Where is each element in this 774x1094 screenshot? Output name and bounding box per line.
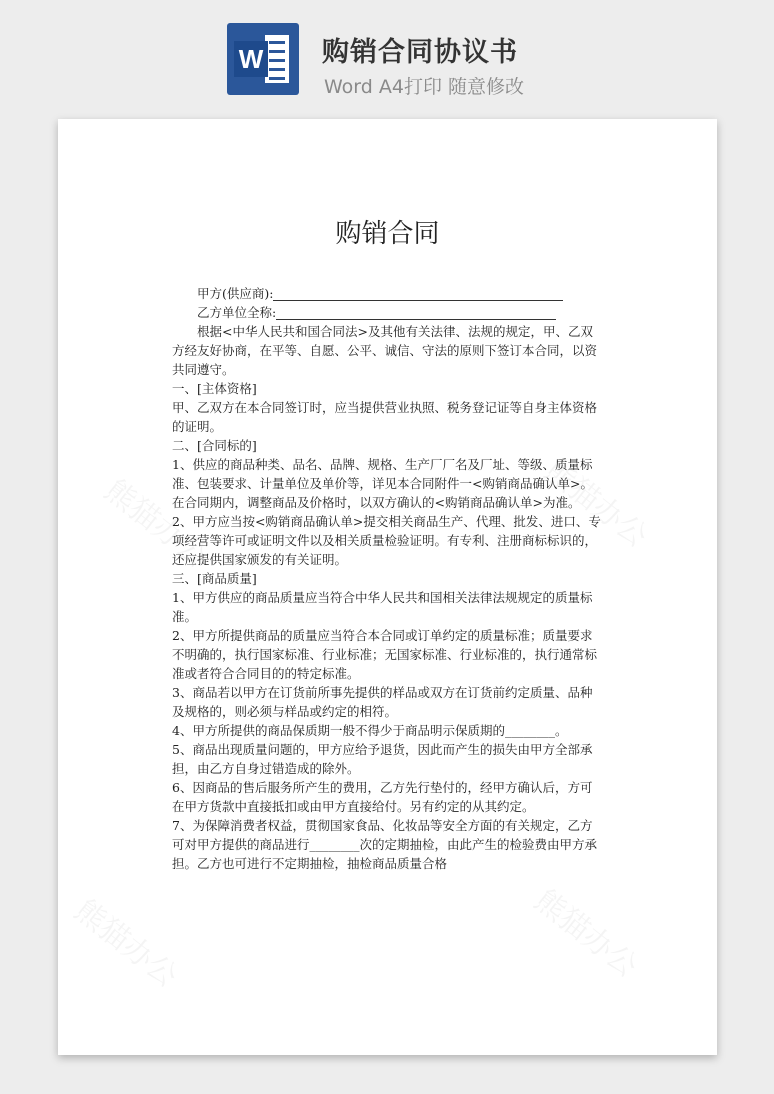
paragraph: 4、甲方所提供的商品保质期一般不得少于商品明示保质期的________。	[172, 723, 568, 738]
paragraph: 5、商品出现质量问题的，甲方应给予退货，因此而产生的损失由甲方全部承担，由乙方自身过错造成的除外。	[172, 742, 593, 776]
paragraph: 2、甲方应当按<购销商品确认单>提交相关商品生产、代理、批发、进口、专项经营等许可或证明文件以及相关质量检验证明。有专利、注册商标标识的，还应提供国家颁发的有关证明。	[172, 514, 601, 567]
word-logo-icon	[227, 23, 299, 95]
section-heading: 二、[合同标的]	[172, 438, 257, 453]
section-heading: 三、[商品质量]	[172, 571, 257, 586]
party-b-line	[172, 303, 602, 322]
document-body	[172, 284, 602, 873]
watermark	[67, 887, 189, 996]
party-b-field[interactable]	[276, 305, 556, 320]
paragraph: 1、供应的商品种类、品名、品牌、规格、生产厂厂名及厂址、等级、质量标准、包装要求、计量单位及单价等，详见本合同附件一<购销商品确认单>。在合同期内，调整商品及价格时，以双方确认的<购销商品确认单>为准。	[172, 457, 593, 510]
watermark	[527, 877, 649, 986]
page-subtitle: Word A4打印 随意修改	[324, 76, 525, 98]
document-page	[58, 119, 717, 1055]
paragraph: 3、商品若以甲方在订货前所事先提供的样品或双方在订货前约定质量、品种及规格的，则必须与样品或约定的相符。	[172, 685, 593, 719]
paragraph: 1、甲方供应的商品质量应当符合中华人民共和国相关法律法规规定的质量标准。	[172, 590, 593, 624]
party-a-label: 甲方(供应商):	[197, 286, 274, 301]
paragraph: 6、因商品的售后服务所产生的费用，乙方先行垫付的，经甲方确认后，方可在甲方货款中直接抵扣或由甲方直接给付。另有约定的从其约定。	[172, 780, 593, 814]
party-a-field[interactable]	[273, 286, 563, 301]
party-a-line	[172, 284, 602, 303]
intro-paragraph: 根据<中华人民共和国合同法>及其他有关法律、法规的规定，甲、乙双方经友好协商，在平等、自愿、公平、诚信、守法的原则下签订本合同，以资共同遵守。	[172, 324, 598, 377]
word-logo-letter: W	[234, 41, 268, 77]
header	[0, 0, 774, 110]
paragraph: 7、为保障消费者权益，贯彻国家食品、化妆品等安全方面的有关规定，乙方可对甲方提供的商品进行________次的定期抽检，由此产生的检验费由甲方承担。乙方也可进行不定期抽检，抽检商品质量合格	[172, 818, 598, 871]
page-title: 购销合同协议书	[322, 37, 518, 68]
party-b-label: 乙方单位全称:	[197, 305, 277, 320]
paragraph: 甲、乙双方在本合同签订时，应当提供营业执照、税务登记证等自身主体资格的证明。	[172, 400, 598, 434]
section-heading: 一、[主体资格]	[172, 381, 257, 396]
document-title: 购销合同	[335, 219, 440, 249]
paragraph: 2、甲方所提供商品的质量应当符合本合同或订单约定的质量标准；质量要求不明确的，执行国家标准、行业标准；无国家标准、行业标准的，执行通常标准或者符合合同目的的特定标准。	[172, 628, 598, 681]
